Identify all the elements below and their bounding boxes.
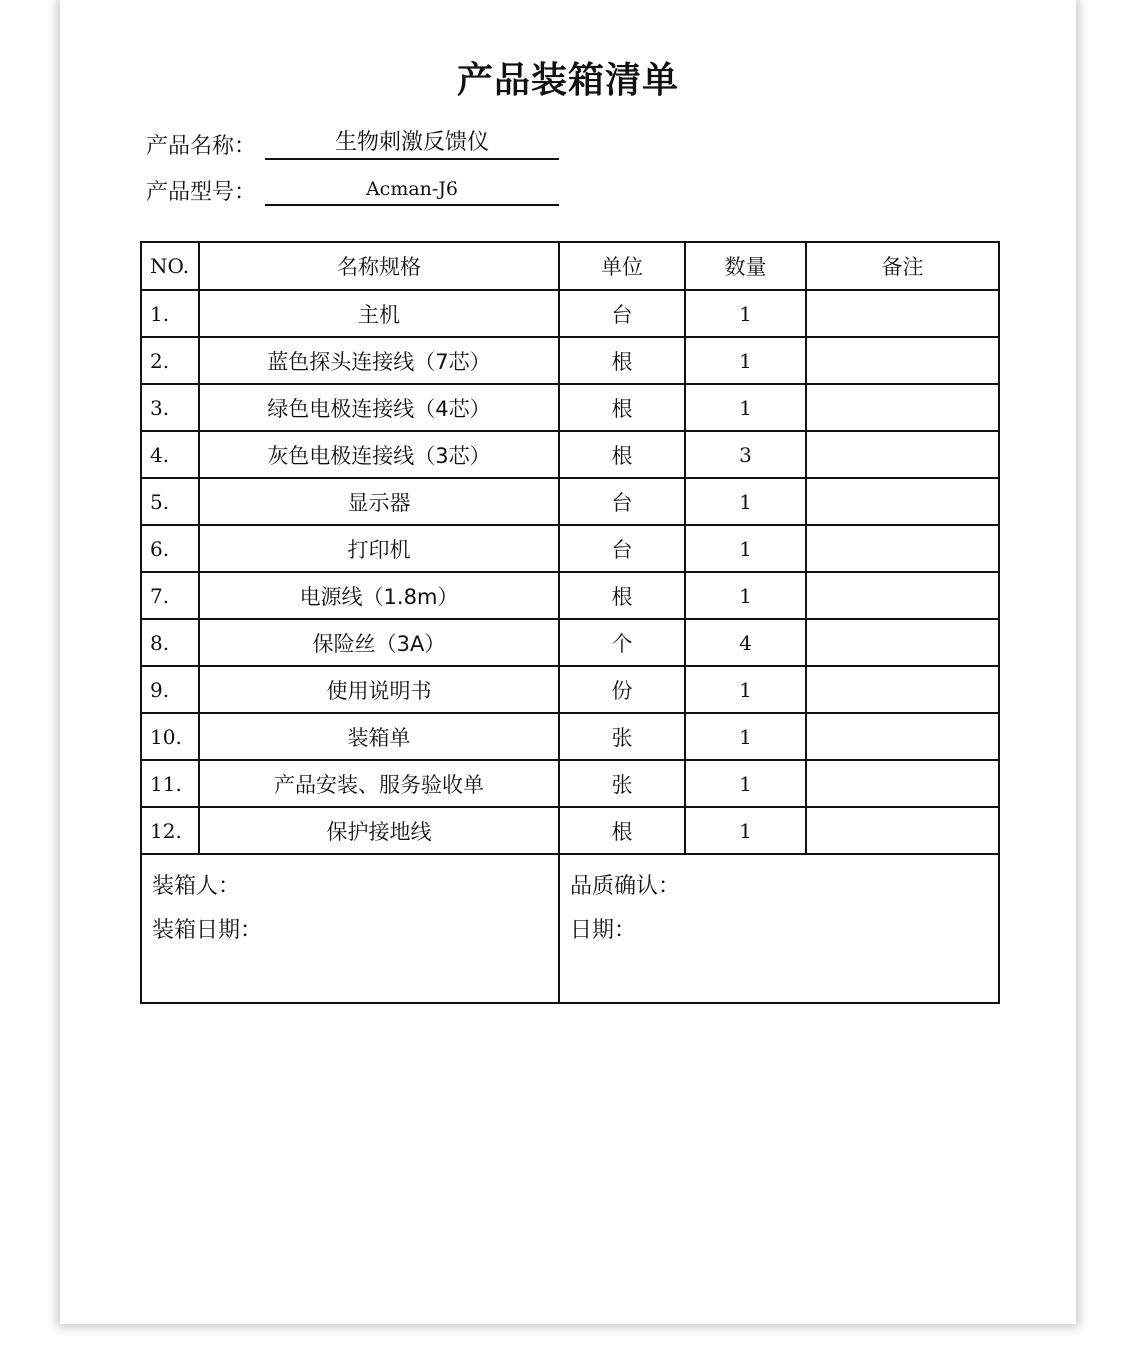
packer-label: 装箱人： [152, 874, 241, 899]
row-number: 6. [141, 525, 199, 572]
qc-cell [559, 854, 999, 1003]
row-quantity: 1 [685, 384, 806, 431]
row-number: 7. [141, 572, 199, 619]
row-name-spec: 灰色电极连接线（3芯） [199, 431, 559, 478]
row-number: 2. [141, 337, 199, 384]
row-quantity: 1 [685, 807, 806, 854]
packing-list-table [140, 241, 1000, 1004]
row-remark [806, 337, 999, 384]
row-number: 11. [141, 760, 199, 807]
row-number: 1. [141, 290, 199, 337]
row-number: 8. [141, 619, 199, 666]
table-row [141, 666, 999, 713]
row-quantity: 1 [685, 666, 806, 713]
table-row [141, 525, 999, 572]
row-unit: 根 [559, 431, 685, 478]
table-row [141, 384, 999, 431]
row-remark [806, 619, 999, 666]
row-name-spec: 产品安装、服务验收单 [199, 760, 559, 807]
row-number: 10. [141, 713, 199, 760]
table-row [141, 760, 999, 807]
row-quantity: 4 [685, 619, 806, 666]
row-remark [806, 713, 999, 760]
row-quantity: 3 [685, 431, 806, 478]
row-remark [806, 384, 999, 431]
row-quantity: 1 [685, 525, 806, 572]
row-name-spec: 绿色电极连接线（4芯） [199, 384, 559, 431]
header-remark: 备注 [806, 242, 999, 290]
product-name-row [146, 130, 559, 160]
row-unit: 台 [559, 525, 685, 572]
table-row [141, 431, 999, 478]
row-unit: 根 [559, 384, 685, 431]
row-quantity: 1 [685, 337, 806, 384]
row-unit: 台 [559, 290, 685, 337]
product-name-value: 生物刺激反馈仪 [265, 130, 559, 160]
row-number: 4. [141, 431, 199, 478]
header-quantity: 数量 [685, 242, 806, 290]
product-model-label: 产品型号： [146, 180, 257, 205]
row-unit: 根 [559, 337, 685, 384]
table-row [141, 337, 999, 384]
table-row [141, 572, 999, 619]
qc-label: 品质确认： [570, 874, 681, 899]
product-model-row [146, 176, 559, 206]
row-name-spec: 电源线（1.8m） [199, 572, 559, 619]
table-row [141, 713, 999, 760]
row-name-spec: 保险丝（3A） [199, 619, 559, 666]
row-name-spec: 蓝色探头连接线（7芯） [199, 337, 559, 384]
row-remark [806, 666, 999, 713]
row-unit: 张 [559, 760, 685, 807]
row-remark [806, 478, 999, 525]
row-remark [806, 525, 999, 572]
document-page [60, 0, 1076, 1324]
product-name-label: 产品名称： [146, 134, 257, 159]
row-quantity: 1 [685, 760, 806, 807]
row-name-spec: 装箱单 [199, 713, 559, 760]
row-quantity: 1 [685, 478, 806, 525]
qc-date-label: 日期： [570, 918, 637, 943]
table-row [141, 290, 999, 337]
row-quantity: 1 [685, 290, 806, 337]
row-name-spec: 使用说明书 [199, 666, 559, 713]
table-row [141, 478, 999, 525]
packer-cell [141, 854, 559, 1003]
pack-date-label: 装箱日期： [152, 918, 263, 943]
row-remark [806, 290, 999, 337]
row-name-spec: 显示器 [199, 478, 559, 525]
page-title: 产品装箱清单 [456, 60, 679, 101]
row-number: 9. [141, 666, 199, 713]
row-name-spec: 主机 [199, 290, 559, 337]
row-remark [806, 572, 999, 619]
row-quantity: 1 [685, 572, 806, 619]
table-header-row [141, 242, 999, 290]
header-unit: 单位 [559, 242, 685, 290]
row-unit: 份 [559, 666, 685, 713]
row-unit: 个 [559, 619, 685, 666]
row-name-spec: 保护接地线 [199, 807, 559, 854]
signature-row [141, 854, 999, 1003]
table-row [141, 619, 999, 666]
row-number: 5. [141, 478, 199, 525]
row-remark [806, 760, 999, 807]
row-unit: 根 [559, 807, 685, 854]
product-model-value: Acman-J6 [265, 176, 559, 206]
header-no: NO. [141, 242, 199, 290]
row-remark [806, 807, 999, 854]
row-name-spec: 打印机 [199, 525, 559, 572]
header-name-spec: 名称规格 [199, 242, 559, 290]
row-remark [806, 431, 999, 478]
row-unit: 张 [559, 713, 685, 760]
table-row [141, 807, 999, 854]
row-number: 3. [141, 384, 199, 431]
row-unit: 台 [559, 478, 685, 525]
row-unit: 根 [559, 572, 685, 619]
row-number: 12. [141, 807, 199, 854]
row-quantity: 1 [685, 713, 806, 760]
